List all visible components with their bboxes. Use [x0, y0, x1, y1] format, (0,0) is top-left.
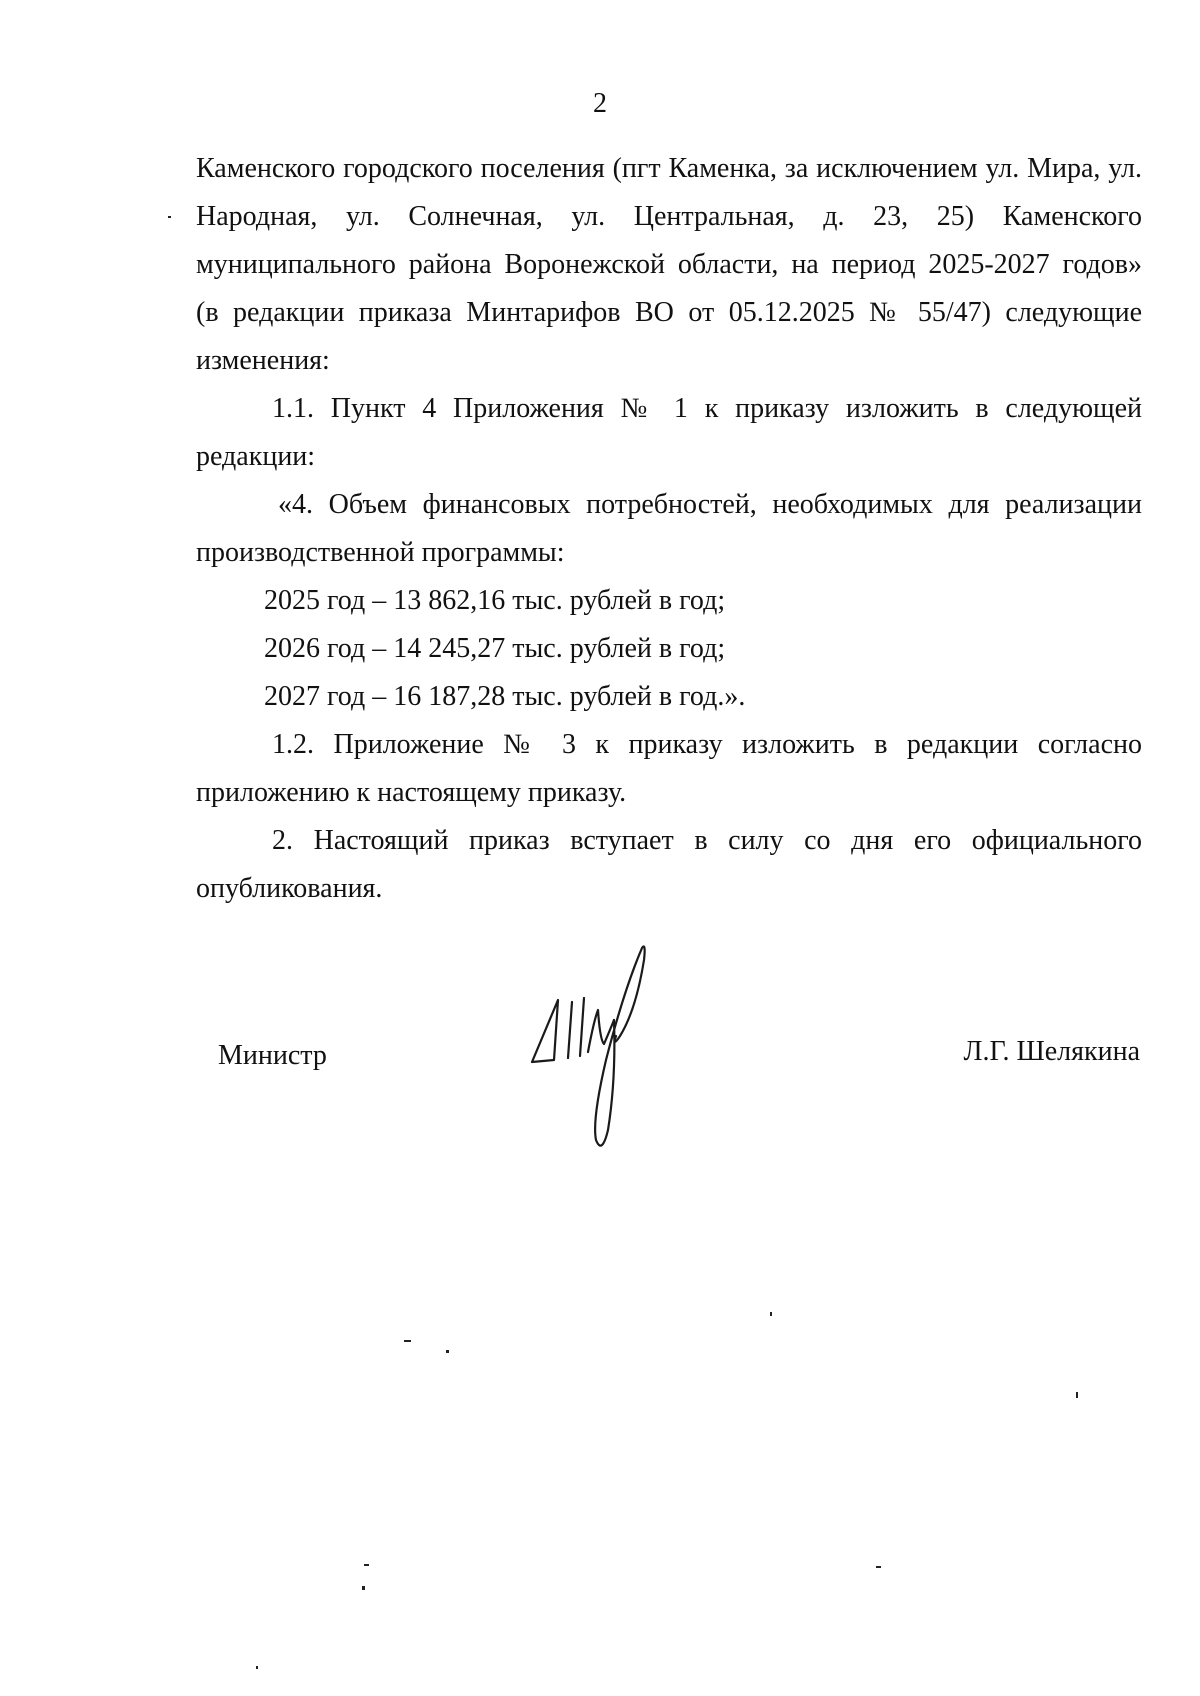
- item-1-1-line-1: 1.1. Пункт 4 Приложения № 1 к приказу изложить в следующей: [272, 393, 1142, 424]
- scan-speck: [770, 1312, 772, 1316]
- page-number: 2: [593, 88, 607, 119]
- item-2-line-2: опубликования.: [196, 873, 383, 904]
- quote-line-1: «4. Объем финансовых потребностей, необходимых для реализации: [278, 489, 1142, 520]
- scan-speck: [168, 216, 171, 218]
- scan-speck: [404, 1340, 411, 1342]
- scan-speck: [364, 1564, 369, 1566]
- year-2026-line: 2026 год – 14 245,27 тыс. рублей в год;: [264, 633, 726, 664]
- scan-speck: [446, 1350, 449, 1353]
- intro-line-3: муниципального района Воронежской области, на период 2025-2027 годов»: [196, 249, 1142, 280]
- signatory-name: Л.Г. Шелякина: [963, 1036, 1140, 1067]
- item-2-line-1: 2. Настоящий приказ вступает в силу со дня его официального: [272, 825, 1142, 856]
- item-1-2-line-2: приложению к настоящему приказу.: [196, 777, 627, 808]
- item-1-1-line-2: редакции:: [196, 441, 316, 472]
- scan-speck: [876, 1566, 881, 1568]
- intro-line-5: изменения:: [196, 345, 330, 376]
- intro-line-1: Каменского городского поселения (пгт Каменка, за исключением ул. Мира, ул.: [196, 153, 1142, 184]
- year-2025-line: 2025 год – 13 862,16 тыс. рублей в год;: [264, 585, 726, 616]
- intro-line-4: (в редакции приказа Минтарифов ВО от 05.12.2025 № 55/47) следующие: [196, 297, 1142, 328]
- intro-line-2: Народная, ул. Солнечная, ул. Центральная, д. 23, 25) Каменского: [196, 201, 1142, 232]
- quote-line-2: производственной программы:: [196, 537, 565, 568]
- document-body: [196, 145, 1142, 913]
- signatory-title: Министр: [218, 1040, 327, 1071]
- scan-speck: [256, 1666, 258, 1669]
- item-1-2-line-1: 1.2. Приложение № 3 к приказу изложить в редакции согласно: [272, 729, 1142, 760]
- year-2027-line: 2027 год – 16 187,28 тыс. рублей в год.».: [264, 681, 746, 712]
- handwritten-signature-icon: [528, 940, 678, 1160]
- scan-speck: [1076, 1392, 1078, 1398]
- scan-speck: [362, 1586, 365, 1590]
